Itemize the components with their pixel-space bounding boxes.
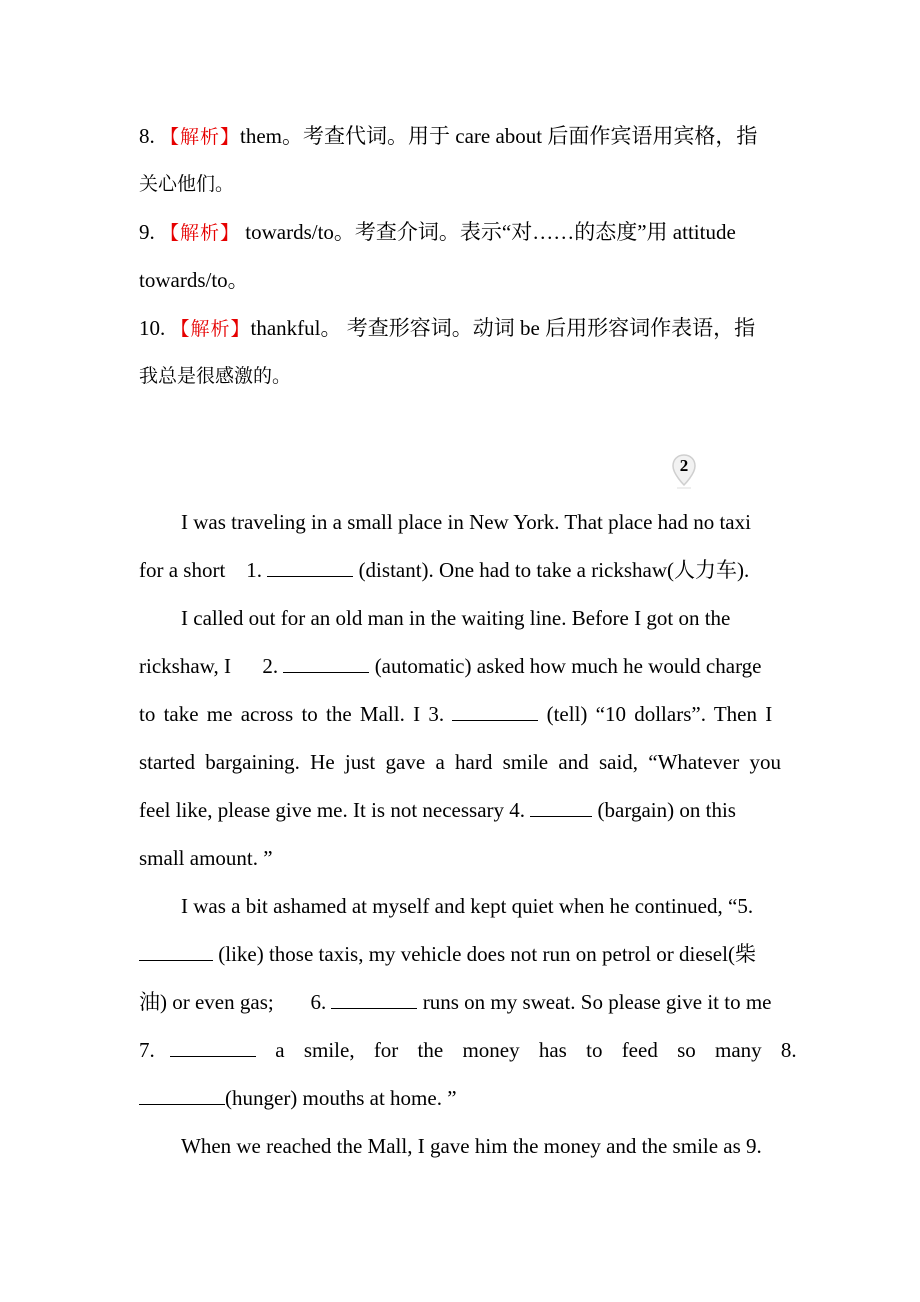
blank-5[interactable] [139, 940, 213, 961]
passage-line: When we reached the Mall, I gave him the money and the smile as 9. [181, 1134, 762, 1158]
passage-line [139, 1036, 797, 1064]
map-pin-icon [671, 453, 697, 491]
passage-line: I was a bit ashamed at myself and kept quiet when he continued, “5. [181, 894, 754, 918]
passage-text: (like) those taxis, my vehicle does not run on petrol or diesel(柴 [213, 942, 756, 966]
answer-9-line-2: towards/to。 [139, 268, 249, 292]
passage-text: 油) or even gas; 6. [139, 990, 332, 1014]
analysis-tag: 【解析】 [170, 318, 251, 340]
answer-text: towards/to。考查介词。表示“对……的态度”用 attitude [245, 220, 736, 244]
analysis-tag: 【解析】 [160, 126, 241, 148]
blank-3[interactable] [452, 700, 538, 721]
blank-1[interactable] [267, 556, 353, 577]
blank-8[interactable] [139, 1084, 225, 1105]
blank-4[interactable] [530, 796, 592, 817]
answer-8-line-2: 关心他们。 [139, 173, 235, 195]
passage-text: (tell) “10 dollars”. Then I [538, 702, 773, 726]
passage-text: runs on my sweat. So please give it to me [417, 990, 772, 1014]
answer-number: 10. [139, 316, 166, 340]
passage-text: to take me across to the Mall. I 3. [139, 702, 453, 726]
blank-6[interactable] [331, 988, 417, 1009]
passage-line [139, 988, 781, 1016]
answer-8-line-1 [139, 122, 781, 151]
passage-line: I called out for an old man in the waiting line. Before I got on the [181, 606, 731, 630]
passage-text: (hunger) mouths at home. ” [225, 1086, 457, 1110]
passage-text: for a short 1. [139, 558, 268, 582]
passage-line [139, 796, 781, 824]
answer-text: thankful。 考查形容词。动词 be 后用形容词作表语，指 [250, 316, 756, 340]
answer-9-line-1 [139, 218, 781, 247]
passage-text: 7. [139, 1038, 160, 1062]
passage-line: small amount. ” [139, 846, 273, 870]
passage-line [139, 700, 781, 728]
passage-line: I was traveling in a small place in New York. That place had no taxi [181, 510, 751, 534]
passage-line [139, 556, 781, 584]
section-number: 2 [679, 456, 689, 475]
passage-text: (automatic) asked how much he would charge [369, 654, 762, 678]
blank-7[interactable] [170, 1036, 256, 1057]
passage-line [139, 1084, 781, 1112]
answer-number: 8. [139, 124, 155, 148]
analysis-tag: 【解析】 [160, 222, 241, 244]
passage-text: (bargain) on this [592, 798, 736, 822]
passage-line [139, 940, 781, 968]
blank-2[interactable] [283, 652, 369, 673]
answer-10-line-1 [139, 314, 781, 343]
answer-number: 9. [139, 220, 155, 244]
passage-line [139, 652, 781, 680]
passage-text: feel like, please give me. It is not necessary 4. [139, 798, 531, 822]
passage-text: rickshaw, I 2. [139, 654, 284, 678]
passage-text: (distant). One had to take a rickshaw(人力车). [353, 558, 750, 582]
answer-10-line-2: 我总是很感激的。 [139, 365, 292, 387]
passage-text: a smile, for the money has to feed so many 8. [256, 1038, 797, 1062]
answer-text: them。考查代词。用于 care about 后面作宾语用宾格，指 [240, 124, 758, 148]
passage-line: started bargaining. He just gave a hard smile and said, “Whatever you [139, 750, 781, 774]
